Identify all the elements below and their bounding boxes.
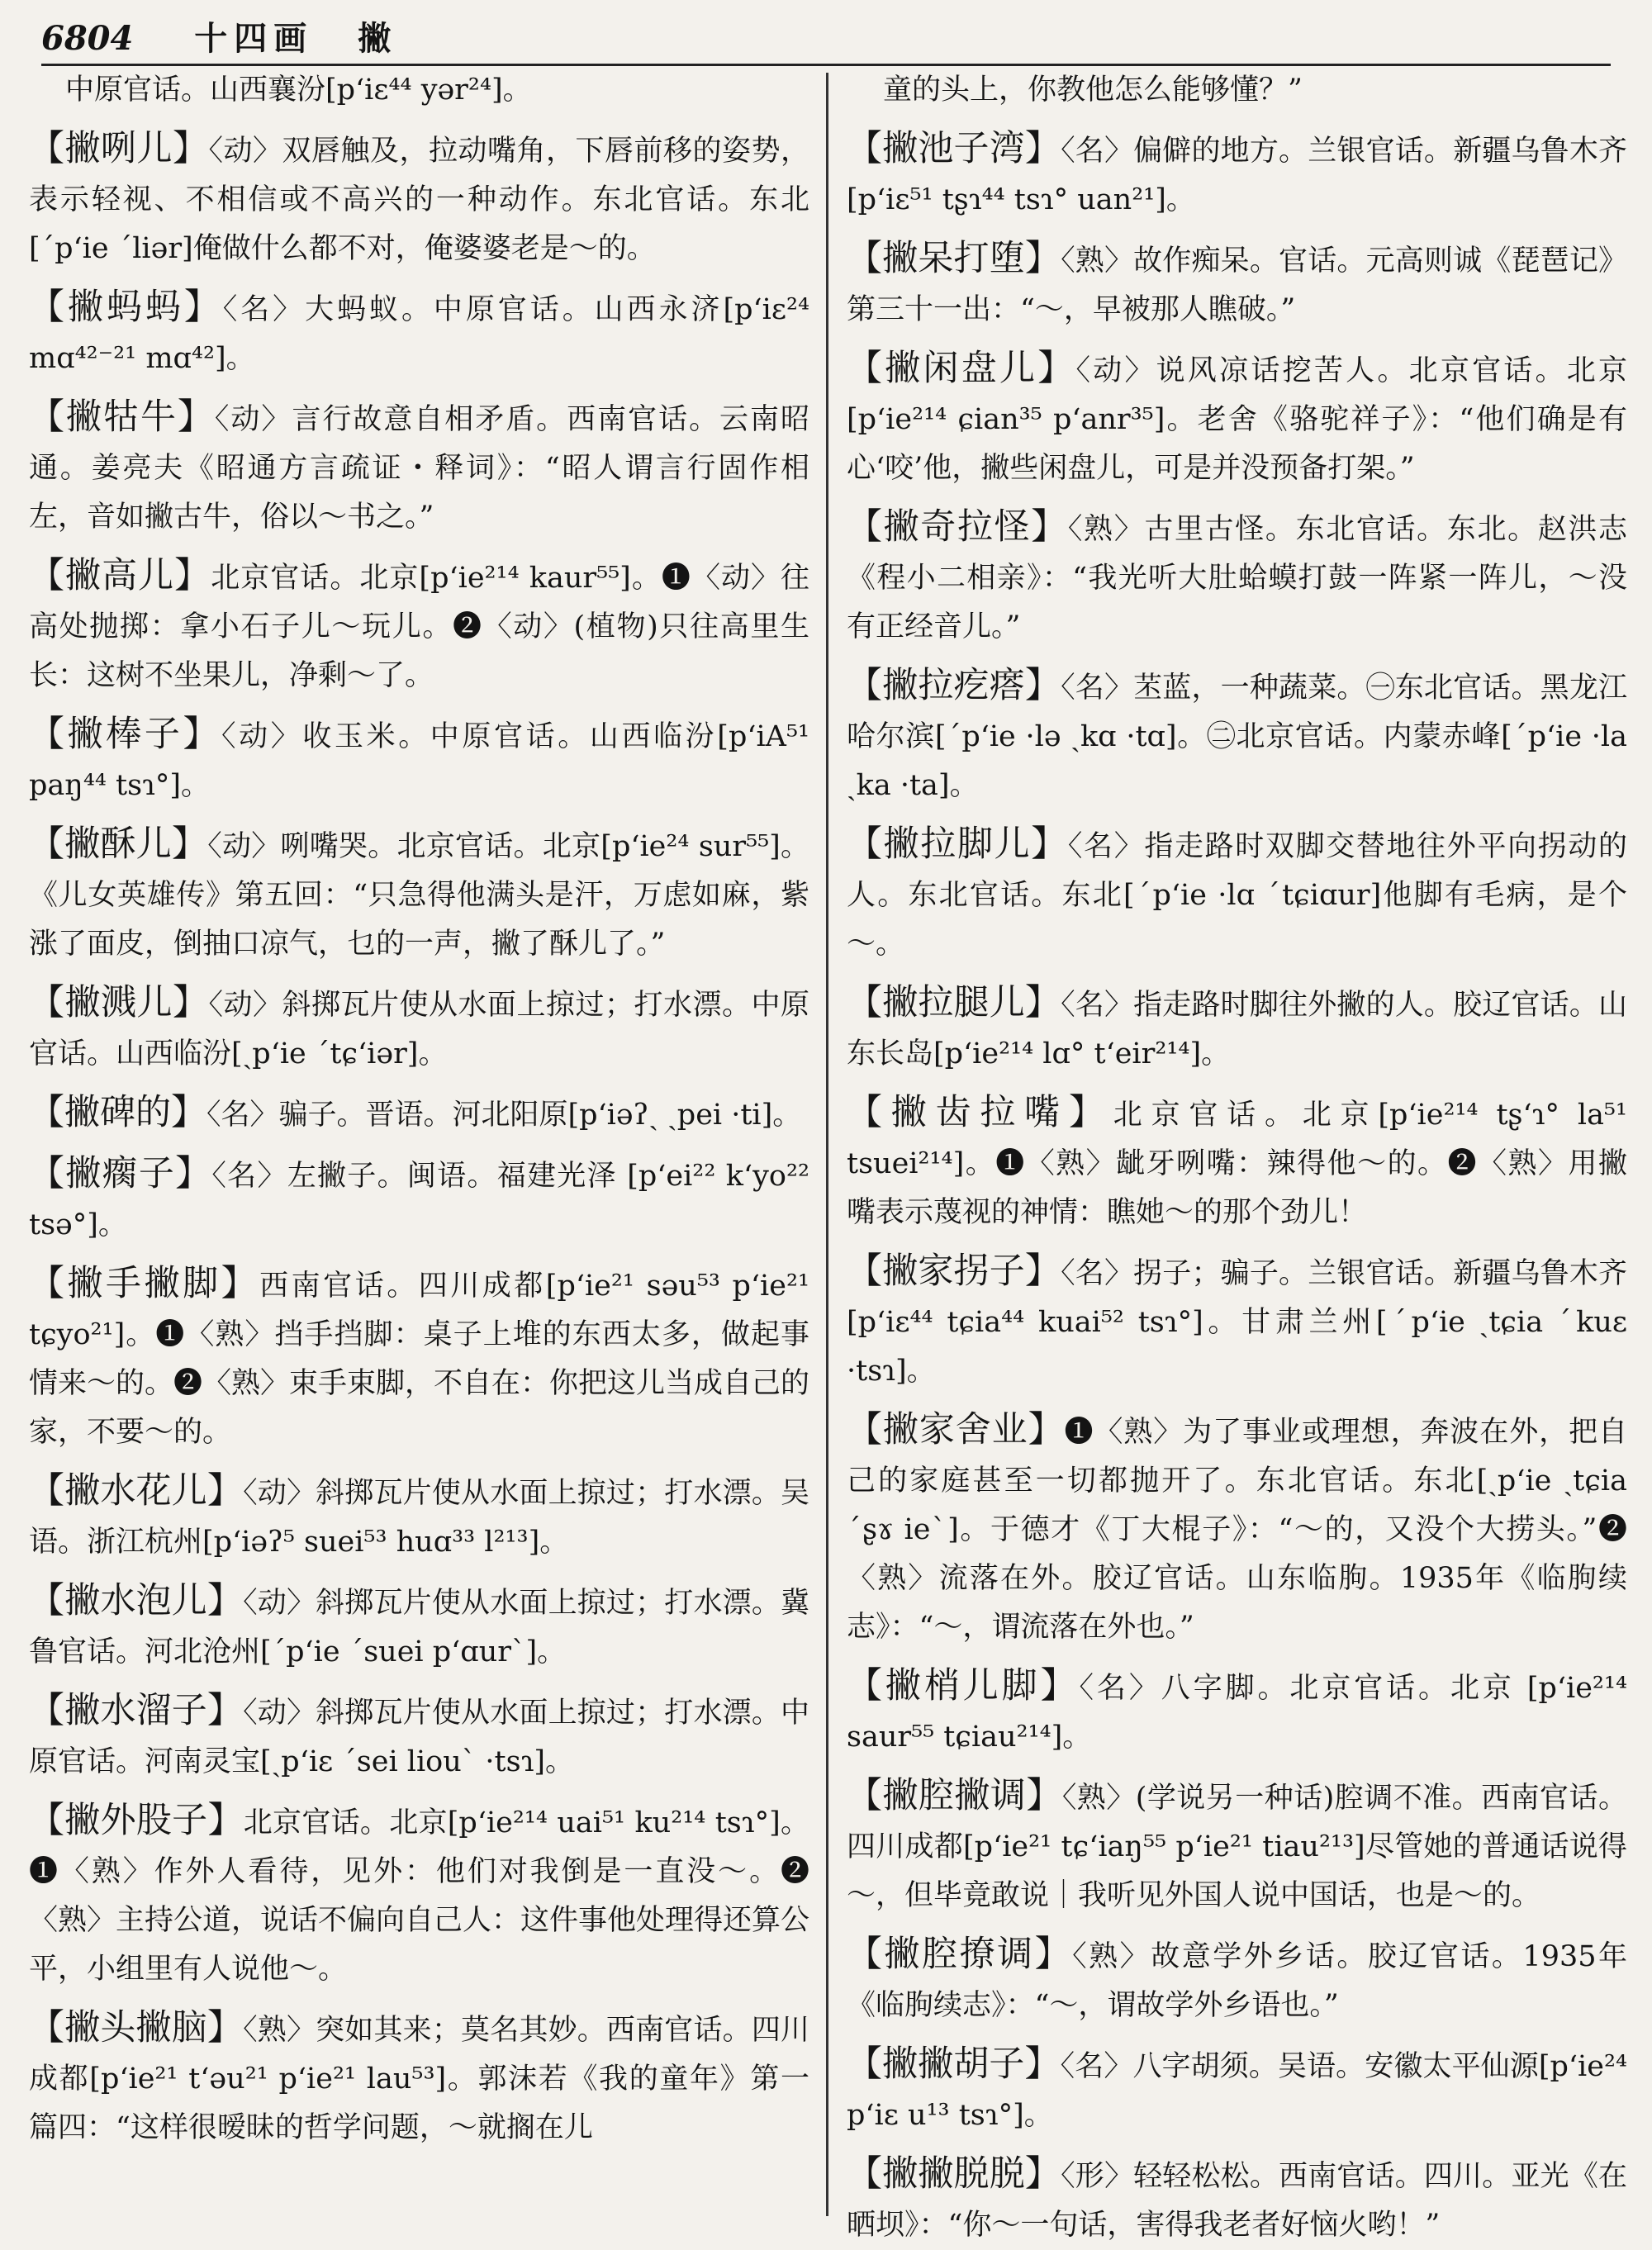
entry-headword: 【 撇腔撩调 】 [847,1934,1072,1975]
page-header [41,13,1611,64]
entry-headword: 【 撇家拐子 】 [847,1251,1061,1292]
entry-headword: 【 撇闲盘儿 】 [847,348,1075,389]
entry-headword: 【 撇拉脚儿 】 [847,824,1068,865]
entry-headword: 【 撇牯牛 】 [29,396,215,438]
entry-definition: 〈动〉收玉米。中原官话。山西临汾[pʻiA⁵¹ paŋ⁴⁴ tsɿ°]。 [29,720,810,802]
dictionary-entry [847,2040,1627,2140]
entry-headword: 【 撇高儿 】 [29,555,211,596]
entry-definition: ❶〈熟〉为了事业或理想，奔波在外，把自己的家庭甚至一切都抛开了。东北官话。东北[ˏpʻie ˏtɕia ˊʂɤ ieˋ]。于德才《丁大棍子》：“～的，又没个大捞头。”❷〈熟〉流落在外。胶辽官话。山东临朐。1935年《临朐续志》：“～，谓流落在外也。” [847,1416,1628,1644]
entry-headword: 【 撇齿拉嘴 】 [847,1092,1113,1133]
dictionary-entry [29,1577,809,1677]
dictionary-entry [29,1089,809,1140]
entry-definition: 〈熟〉故作痴呆。官话。元高则诚《琵琶记》第三十一出：“～，早被那人瞧破。” [847,244,1628,326]
entry-headword: 【 撇撇脱脱 】 [847,2153,1061,2195]
entry-headword: 【 撇呆打堕 】 [847,238,1061,279]
dictionary-entry [847,1247,1627,1396]
dictionary-entry [29,979,809,1079]
dictionary-entry [847,1930,1627,2030]
dictionary-entry [847,2150,1627,2250]
dictionary-entry [847,1406,1627,1652]
entry-headword: 【 撇拉疙瘩 】 [847,665,1061,706]
entry-headword: 【 撇手撇脚 】 [29,1263,259,1304]
entry-definition: 〈名〉指走路时双脚交替地往外平向拐动的人。东北官话。东北[ˊpʻie ·lɑ ˊtɕiɑur]他脚有毛病，是个～。 [847,830,1628,961]
dictionary-entry [847,503,1627,652]
entry-headword: 【 撇水泡儿 】 [29,1580,243,1621]
entry-definition: 〈熟〉突如其来；莫名其妙。西南官话。四川成都[pʻie²¹ tʻəu²¹ pʻie²¹ lau⁵³]。郭沫若《我的童年》第一篇四：“这样很暧昧的哲学问题，～就搁在儿 [29,2014,810,2144]
entry-definition: 〈熟〉古里古怪。东北官话。东北。赵洪志《程小二相亲》：“我光听大肚蛤蟆打鼓一阵紧一阵儿，～没有正经音儿。” [847,513,1628,643]
entry-headword: 【 撇奇拉怪 】 [847,506,1068,548]
dictionary-entry [29,2004,809,2153]
entry-definition: 〈名〉偏僻的地方。兰银官话。新疆乌鲁木齐[pʻiɛ⁵¹ tʂɿ⁴⁴ tsɿ° uan²¹]。 [847,135,1628,216]
entry-definition: 〈动〉斜掷瓦片使从水面上掠过；打水漂。吴语。浙江杭州[pʻiəʔ⁵ suei⁵³ huɑ³³ l²¹³]。 [29,1477,810,1559]
index-character: 撇 [358,19,392,58]
entry-definition: 〈名〉拐子；骗子。兰银官话。新疆乌鲁木齐[pʻiɛ⁴⁴ tɕia⁴⁴ kuai⁵² tsɿ°]。甘肃兰州[ˊpʻie ˏtɕia ˊkuɛ ·tsɿ]。 [847,1257,1628,1388]
entry-definition: 〈名〉苤蓝，一种蔬菜。㊀东北官话。黑龙江哈尔滨[ˊpʻie ·lə ˏkɑ ·tɑ]。㊁北京官话。内蒙赤峰[ˊpʻie ·la ˏka ·ta]。 [847,672,1628,802]
entry-headword: 【 撇撇胡子 】 [847,2044,1061,2085]
dictionary-entry [847,662,1627,810]
entry-definition: 西南官话。四川成都[pʻie²¹ səu⁵³ pʻie²¹ tɕyo²¹]。❶〈熟〉挡手挡脚：桌子上堆的东西太多，做起事情来～的。❷〈熟〉束手束脚，不自在：你把这儿当成自己的家，不要～的。 [29,1270,810,1449]
dictionary-entry [29,820,809,969]
dictionary-entry [29,710,809,810]
entry-headword: 【 撇池子湾 】 [847,128,1061,169]
dictionary-entry [847,344,1627,493]
entry-definition: 北京官话。北京[pʻie²¹⁴ kaur⁵⁵]。❶〈动〉往高处抛掷：拿小石子儿～玩儿。❷〈动〉(植物)只往高里生长：这树不坐果儿，净剩～了。 [29,562,810,692]
entry-definition: 〈名〉左撇子。闽语。福建光泽 [pʻei²² kʻyo²² tsə°]。 [29,1160,810,1241]
entry-continuation [29,66,809,115]
entry-definition: 〈动〉说风凉话挖苦人。北京官话。北京[pʻie²¹⁴ ɕian³⁵ pʻanr³⁵]。老舍《骆驼祥子》：“他们确是有心‘咬’他，撇些闲盘儿，可是并没预备打架。” [847,354,1628,485]
entry-definition: 〈名〉八字胡须。吴语。安徽太平仙源[pʻie²⁴ pʻiɛ u¹³ tsɿ°]。 [847,2050,1628,2132]
entry-definition: 〈动〉斜掷瓦片使从水面上掠过；打水漂。中原官话。河南灵宝[ˏpʻiɛ ˊsei liouˋ ·tsɿ]。 [29,1697,810,1778]
entry-definition: 〈熟〉故意学外乡话。胶辽官话。1935年《临朐续志》：“～，谓故学外乡语也。” [847,1940,1628,2022]
entry-headword: 【 撇腔撇调 】 [847,1775,1062,1816]
dictionary-entry [29,1260,809,1457]
entry-definition: 〈形〉轻轻松松。西南官话。四川。亚光《在晒坝》：“你～一句话，害得我老者好恼火哟！” [847,2160,1628,2242]
dictionary-entry [29,125,809,273]
entry-definition: 〈名〉指走路时脚往外撇的人。胶辽官话。山东长岛[pʻie²¹⁴ lɑ° tʻeir²¹⁴]。 [847,989,1628,1070]
left-column [29,66,809,2218]
entry-headword: 【 撇瘸子 】 [29,1153,211,1194]
dictionary-entry [29,1687,809,1787]
entry-definition: 北京官话。北京[pʻie²¹⁴ uai⁵¹ ku²¹⁴ tsɿ°]。❶〈熟〉作外人看待，见外：他们对我倒是一直没～。❷〈熟〉主持公道，说话不偏向自己人：这件事他处理得还算公平，小组里有人说他～。 [29,1806,810,1986]
entry-headword: 【 撇头撇脑 】 [29,2007,243,2048]
column-divider [826,73,828,2216]
dictionary-entry [847,1662,1627,1762]
entry-headword: 【 撇咧儿 】 [29,128,209,169]
entry-headword: 【 撇外股子 】 [29,1800,244,1841]
right-column [847,66,1628,2242]
entry-headword: 【 撇家舍业 】 [847,1409,1065,1450]
dictionary-entry [847,979,1627,1079]
entry-continuation [847,66,1627,115]
entry-headword: 【 撇溅儿 】 [29,982,209,1023]
dictionary-entry [29,1467,809,1567]
dictionary-entry [847,125,1627,225]
entry-definition: 〈动〉咧嘴哭。北京官话。北京[pʻie²⁴ sur⁵⁵]。《儿女英雄传》第五回：“只急得他满头是汗，万虑如麻，紫涨了面皮，倒抽口凉气，乜的一声，撇了酥儿了。” [29,830,810,961]
dictionary-entry [29,552,809,700]
entry-definition: 北京官话。北京[pʻie²¹⁴ tʂʻɿ° la⁵¹ tsuei²¹⁴]。❶〈熟〉龇牙咧嘴：辣得他～的。❷〈熟〉用撇嘴表示蔑视的神情：瞧她～的那个劲儿！ [847,1099,1627,1229]
entry-headword: 【 撇酥儿 】 [29,824,207,865]
entry-headword: 【 撇梢儿脚 】 [847,1665,1080,1706]
entry-headword: 【 撇水花儿 】 [29,1470,243,1512]
dictionary-entry [29,283,809,383]
entry-definition: 〈熟〉(学说另一种话)腔调不准。西南官话。四川成都[pʻie²¹ tɕʻiaŋ⁵⁵ pʻie²¹ tiau²¹³]尽管她的普通话说得～，但毕竟敢说｜我听见外国人说中国话，也是～的。 [847,1782,1627,1912]
page-number: 6804 [41,19,134,58]
entry-headword: 【 撇拉腿儿 】 [847,982,1061,1023]
entry-headword: 【 撇碑的 】 [29,1092,206,1133]
entry-headword: 【 撇棒子 】 [29,714,221,755]
dictionary-entry [29,1797,809,1994]
dictionary-entry [29,1150,809,1250]
entry-definition: 〈名〉骗子。晋语。河北阳原[pʻiəʔˏ ˏpei ·ti]。 [206,1099,802,1132]
entry-definition: 童的头上，你教他怎么能够懂？” [883,74,1303,107]
entry-definition: 〈动〉斜掷瓦片使从水面上掠过；打水漂。冀鲁官话。河北沧州[ˊpʻie ˊsuei pʻɑurˋ]。 [29,1587,810,1669]
entry-definition: 中原官话。山西襄汾[pʻiɛ⁴⁴ yər²⁴]。 [65,74,532,107]
entry-definition: 〈动〉双唇触及，拉动嘴角，下唇前移的姿势，表示轻视、不相信或不高兴的一种动作。东北官话。东北[ˊpʻie ˊliər]俺做什么都不对，俺婆婆老是～的。 [29,135,809,265]
dictionary-entry [847,820,1627,969]
entry-headword: 【 撇水溜子 】 [29,1690,243,1731]
dictionary-entry [29,393,809,542]
entry-headword: 【 撇蚂蚂 】 [29,287,223,328]
entry-definition: 〈动〉斜掷瓦片使从水面上掠过；打水漂。中原官话。山西临汾[ˏpʻie ˊtɕʻiər]。 [29,989,809,1070]
stroke-section: 十四画 [194,19,314,58]
dictionary-entry [847,1089,1627,1237]
dictionary-entry [847,235,1627,335]
entry-definition: 〈名〉大蚂蚁。中原官话。山西永济[pʻiɛ²⁴ mɑ⁴²⁻²¹ mɑ⁴²]。 [29,293,810,375]
dictionary-entry [847,1772,1627,1920]
entry-definition: 〈名〉八字脚。北京官话。北京 [pʻie²¹⁴ saur⁵⁵ tɕiau²¹⁴]。 [847,1672,1628,1754]
entry-definition: 〈动〉言行故意自相矛盾。西南官话。云南昭通。姜亮夫《昭通方言疏证・释词》：“昭人谓言行固作相左，音如撇古牛，俗以～书之。” [29,403,809,534]
